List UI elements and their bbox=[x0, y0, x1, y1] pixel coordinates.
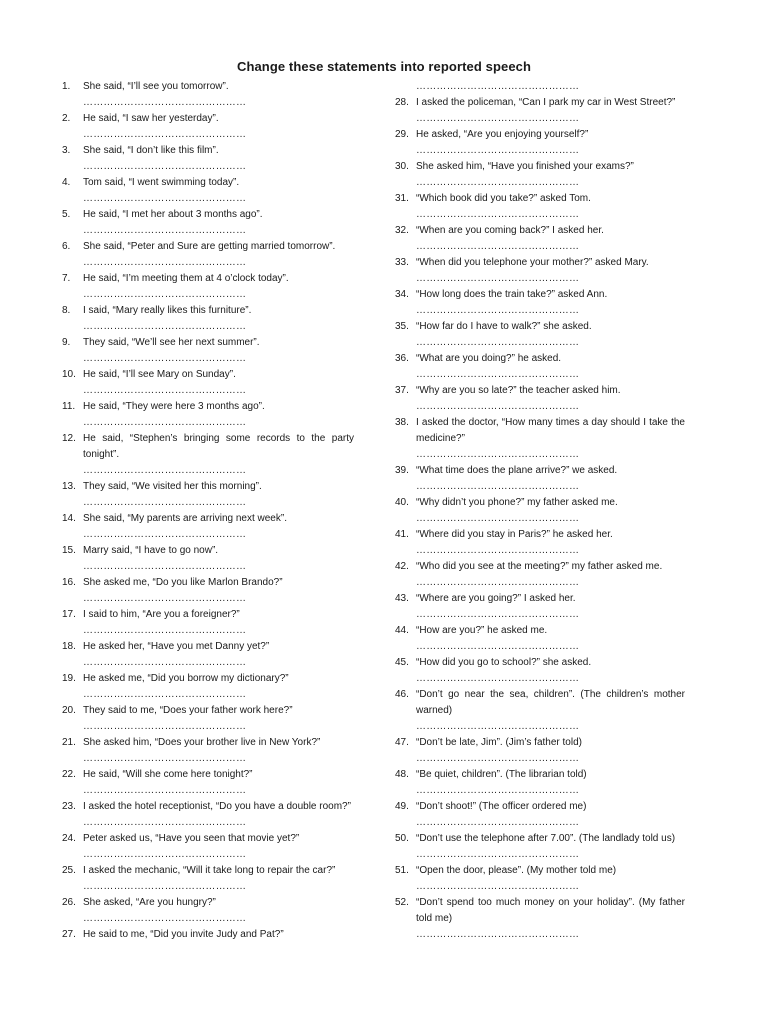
question-item bbox=[62, 735, 354, 767]
question-number: 31. bbox=[395, 193, 409, 204]
answer-line: ………………………………………… bbox=[416, 113, 580, 124]
question-text: He said, “Stephen’s bringing some records to the party tonight”. bbox=[83, 433, 354, 460]
question-number: 7. bbox=[62, 273, 71, 284]
question-body bbox=[416, 655, 685, 687]
question-body bbox=[416, 383, 685, 415]
question-text: Peter asked us, “Have you seen that movie yet?” bbox=[83, 833, 300, 844]
question-item bbox=[62, 671, 354, 703]
question-item bbox=[62, 767, 354, 799]
question-number: 38. bbox=[395, 417, 409, 428]
question-item bbox=[62, 207, 354, 239]
question-item bbox=[395, 863, 685, 895]
question-text: He asked her, “Have you met Danny yet?” bbox=[83, 641, 270, 652]
question-item bbox=[395, 159, 685, 191]
question-number: 23. bbox=[62, 801, 76, 812]
answer-line: ………………………………………… bbox=[83, 417, 247, 428]
question-body bbox=[83, 927, 354, 943]
answer-line: ………………………………………… bbox=[83, 257, 247, 268]
answer-line: ………………………………………… bbox=[416, 849, 580, 860]
question-number: 44. bbox=[395, 625, 409, 636]
question-number: 26. bbox=[62, 897, 76, 908]
question-text: “Where did you stay in Paris?” he asked her. bbox=[416, 529, 613, 540]
question-item bbox=[62, 367, 354, 399]
answer-line: ………………………………………… bbox=[83, 321, 247, 332]
question-number: 25. bbox=[62, 865, 76, 876]
question-number: 27. bbox=[62, 929, 76, 940]
question-number: 13. bbox=[62, 481, 76, 492]
question-item bbox=[395, 559, 685, 591]
question-body bbox=[83, 239, 354, 271]
question-body bbox=[83, 799, 354, 831]
question-item bbox=[62, 575, 354, 607]
question-item bbox=[395, 95, 685, 127]
answer-line: ………………………………………… bbox=[416, 481, 580, 492]
answer-line: ………………………………………… bbox=[83, 657, 247, 668]
question-body bbox=[416, 591, 685, 623]
question-body bbox=[416, 527, 685, 559]
question-text: “Why didn’t you phone?” my father asked me. bbox=[416, 497, 618, 508]
question-body bbox=[83, 895, 354, 927]
question-body bbox=[83, 607, 354, 639]
question-text: “Why are you so late?” the teacher asked him. bbox=[416, 385, 621, 396]
question-number: 19. bbox=[62, 673, 76, 684]
question-number: 17. bbox=[62, 609, 76, 620]
question-body bbox=[83, 831, 354, 863]
question-item bbox=[395, 687, 685, 735]
question-body bbox=[416, 287, 685, 319]
question-text: He said to me, “Did you invite Judy and Pat?” bbox=[83, 929, 284, 940]
question-number: 5. bbox=[62, 209, 71, 220]
question-body bbox=[416, 687, 685, 735]
question-text: She said, “Peter and Sure are getting married tomorrow”. bbox=[83, 241, 336, 252]
question-item bbox=[62, 271, 354, 303]
question-item bbox=[62, 511, 354, 543]
answer-line: ………………………………………… bbox=[83, 817, 247, 828]
question-number: 45. bbox=[395, 657, 409, 668]
question-body bbox=[416, 319, 685, 351]
question-body bbox=[416, 95, 685, 127]
question-item bbox=[395, 319, 685, 351]
question-number: 15. bbox=[62, 545, 76, 556]
question-text: “Don’t shoot!” (The officer ordered me) bbox=[416, 801, 587, 812]
answer-line: ………………………………………… bbox=[83, 753, 247, 764]
question-number: 1. bbox=[62, 81, 71, 92]
answer-line-27: ………………………………………… bbox=[416, 81, 580, 92]
answer-line: ………………………………………… bbox=[83, 225, 247, 236]
question-text: They said, “We’ll see her next summer”. bbox=[83, 337, 260, 348]
question-number: 42. bbox=[395, 561, 409, 572]
question-body bbox=[83, 111, 354, 143]
question-item bbox=[62, 799, 354, 831]
question-number: 8. bbox=[62, 305, 71, 316]
question-body bbox=[416, 735, 685, 767]
question-body bbox=[83, 175, 354, 207]
question-item bbox=[395, 767, 685, 799]
answer-line: ………………………………………… bbox=[416, 209, 580, 220]
question-number: 52. bbox=[395, 897, 409, 908]
question-number: 12. bbox=[62, 433, 76, 444]
question-text: “How are you?” he asked me. bbox=[416, 625, 548, 636]
question-body bbox=[416, 415, 685, 463]
question-body bbox=[83, 543, 354, 575]
question-body bbox=[83, 703, 354, 735]
question-number: 6. bbox=[62, 241, 71, 252]
question-text: He asked me, “Did you borrow my dictionary?” bbox=[83, 673, 289, 684]
question-item bbox=[395, 191, 685, 223]
question-number: 10. bbox=[62, 369, 76, 380]
question-number: 47. bbox=[395, 737, 409, 748]
answer-line: ………………………………………… bbox=[416, 673, 580, 684]
question-number: 30. bbox=[395, 161, 409, 172]
answer-line: ………………………………………… bbox=[83, 689, 247, 700]
question-text: She said, “I’ll see you tomorrow”. bbox=[83, 81, 229, 92]
question-body bbox=[416, 623, 685, 655]
question-text: I asked the doctor, “How many times a day should I take the medicine?” bbox=[416, 417, 685, 444]
question-number: 51. bbox=[395, 865, 409, 876]
question-number: 32. bbox=[395, 225, 409, 236]
question-text: “How far do I have to walk?” she asked. bbox=[416, 321, 592, 332]
answer-line: ………………………………………… bbox=[83, 465, 247, 476]
answer-line: ………………………………………… bbox=[83, 529, 247, 540]
answer-line: ………………………………………… bbox=[416, 337, 580, 348]
question-text: “Don’t go near the sea, children”. (The children’s mother warned) bbox=[416, 689, 685, 716]
answer-line: ………………………………………… bbox=[416, 545, 580, 556]
question-item bbox=[395, 463, 685, 495]
question-body bbox=[83, 575, 354, 607]
question-body bbox=[83, 303, 354, 335]
answer-line: ………………………………………… bbox=[83, 97, 247, 108]
question-body bbox=[83, 79, 354, 111]
answer-line: ………………………………………… bbox=[416, 881, 580, 892]
question-number: 39. bbox=[395, 465, 409, 476]
question-text: I said to him, “Are you a foreigner?” bbox=[83, 609, 240, 620]
question-text: “Where are you going?” I asked her. bbox=[416, 593, 576, 604]
question-number: 4. bbox=[62, 177, 71, 188]
question-text: I asked the policeman, “Can I park my car in West Street?” bbox=[416, 97, 676, 108]
question-body bbox=[416, 191, 685, 223]
answer-line: ………………………………………… bbox=[416, 641, 580, 652]
question-text: I said, “Mary really likes this furniture”. bbox=[83, 305, 252, 316]
question-body bbox=[416, 255, 685, 287]
question-text: She said, “I don’t like this film”. bbox=[83, 145, 219, 156]
question-text: She asked him, “Does your brother live in New York?” bbox=[83, 737, 321, 748]
question-item bbox=[395, 895, 685, 943]
question-text: He said, “I saw her yesterday”. bbox=[83, 113, 219, 124]
question-item bbox=[62, 335, 354, 367]
answer-line: ………………………………………… bbox=[83, 193, 247, 204]
question-body bbox=[416, 799, 685, 831]
question-text: They said to me, “Does your father work here?” bbox=[83, 705, 293, 716]
question-body bbox=[83, 767, 354, 799]
answer-line: ………………………………………… bbox=[83, 161, 247, 172]
question-item bbox=[395, 655, 685, 687]
question-item bbox=[62, 543, 354, 575]
question-text: He said, “They were here 3 months ago”. bbox=[83, 401, 265, 412]
answer-line: ………………………………………… bbox=[416, 369, 580, 380]
question-item bbox=[62, 863, 354, 895]
question-body bbox=[83, 431, 354, 479]
question-text: “Don’t be late, Jim”. (Jim’s father told) bbox=[416, 737, 582, 748]
question-item bbox=[62, 303, 354, 335]
question-item bbox=[62, 79, 354, 111]
question-text: “What time does the plane arrive?” we asked. bbox=[416, 465, 618, 476]
question-number: 2. bbox=[62, 113, 71, 124]
question-body bbox=[416, 351, 685, 383]
question-text: I asked the mechanic, “Will it take long to repair the car?” bbox=[83, 865, 336, 876]
question-item bbox=[395, 527, 685, 559]
question-body bbox=[83, 735, 354, 767]
question-number: 9. bbox=[62, 337, 71, 348]
question-number: 24. bbox=[62, 833, 76, 844]
question-number: 11. bbox=[62, 401, 76, 412]
question-number: 33. bbox=[395, 257, 409, 268]
question-text: They said, “We visited her this morning”. bbox=[83, 481, 262, 492]
question-body bbox=[416, 895, 685, 943]
answer-line: ………………………………………… bbox=[83, 289, 247, 300]
question-number: 46. bbox=[395, 689, 409, 700]
question-number: 29. bbox=[395, 129, 409, 140]
question-body bbox=[83, 479, 354, 511]
question-text: Marry said, “I have to go now”. bbox=[83, 545, 219, 556]
answer-line: ………………………………………… bbox=[83, 385, 247, 396]
question-item bbox=[62, 479, 354, 511]
question-text: She asked him, “Have you finished your exams?” bbox=[416, 161, 634, 172]
question-body bbox=[83, 335, 354, 367]
question-number: 50. bbox=[395, 833, 409, 844]
question-item bbox=[395, 623, 685, 655]
question-body bbox=[83, 367, 354, 399]
question-body bbox=[83, 143, 354, 175]
question-text: “When are you coming back?” I asked her. bbox=[416, 225, 604, 236]
question-item bbox=[395, 127, 685, 159]
question-item bbox=[62, 831, 354, 863]
answer-line: ………………………………………… bbox=[416, 721, 580, 732]
question-body bbox=[83, 511, 354, 543]
question-body bbox=[83, 863, 354, 895]
question-body bbox=[416, 495, 685, 527]
question-item bbox=[62, 703, 354, 735]
question-number: 37. bbox=[395, 385, 409, 396]
question-item bbox=[62, 143, 354, 175]
answer-line: ………………………………………… bbox=[416, 609, 580, 620]
answer-line: ………………………………………… bbox=[416, 929, 580, 940]
question-item bbox=[395, 831, 685, 863]
question-item bbox=[395, 591, 685, 623]
question-body bbox=[416, 159, 685, 191]
answer-line: ………………………………………… bbox=[83, 497, 247, 508]
question-body bbox=[83, 399, 354, 431]
question-number: 35. bbox=[395, 321, 409, 332]
answer-line: ………………………………………… bbox=[416, 305, 580, 316]
question-item bbox=[62, 607, 354, 639]
question-text: He asked, “Are you enjoying yourself?” bbox=[416, 129, 589, 140]
answer-line: ………………………………………… bbox=[416, 241, 580, 252]
question-item bbox=[395, 735, 685, 767]
question-number: 36. bbox=[395, 353, 409, 364]
question-text: Tom said, “I went swimming today”. bbox=[83, 177, 240, 188]
question-item bbox=[62, 639, 354, 671]
question-body bbox=[83, 671, 354, 703]
question-body bbox=[416, 463, 685, 495]
right-column bbox=[395, 79, 685, 943]
answer-line: ………………………………………… bbox=[416, 177, 580, 188]
answer-line: ………………………………………… bbox=[416, 785, 580, 796]
question-body bbox=[83, 271, 354, 303]
question-text: “Be quiet, children”. (The librarian told) bbox=[416, 769, 587, 780]
answer-line: ………………………………………… bbox=[83, 129, 247, 140]
question-text: “Don’t use the telephone after 7.00”. (The landlady told us) bbox=[416, 833, 676, 844]
question-item bbox=[395, 255, 685, 287]
answer-line: ………………………………………… bbox=[83, 913, 247, 924]
question-text: I asked the hotel receptionist, “Do you have a double room?” bbox=[83, 801, 351, 812]
answer-line: ………………………………………… bbox=[83, 561, 247, 572]
question-number: 22. bbox=[62, 769, 76, 780]
answer-line: ………………………………………… bbox=[416, 401, 580, 412]
question-item bbox=[62, 927, 354, 943]
question-body bbox=[83, 639, 354, 671]
left-column bbox=[62, 79, 354, 943]
question-number: 20. bbox=[62, 705, 76, 716]
answer-line: ………………………………………… bbox=[416, 577, 580, 588]
question-text: “Open the door, please”. (My mother told me) bbox=[416, 865, 617, 876]
question-body bbox=[416, 863, 685, 895]
answer-line: ………………………………………… bbox=[416, 449, 580, 460]
question-text: She asked me, “Do you like Marlon Brando?” bbox=[83, 577, 283, 588]
question-number: 48. bbox=[395, 769, 409, 780]
answer-line: ………………………………………… bbox=[83, 625, 247, 636]
answer-line: ………………………………………… bbox=[416, 273, 580, 284]
question-number: 16. bbox=[62, 577, 76, 588]
question-body bbox=[83, 207, 354, 239]
answer-line: ………………………………………… bbox=[416, 753, 580, 764]
question-number: 21. bbox=[62, 737, 76, 748]
question-body bbox=[416, 831, 685, 863]
answer-line: ………………………………………… bbox=[83, 881, 247, 892]
question-number: 18. bbox=[62, 641, 76, 652]
worksheet-title: Change these statements into reported speech bbox=[236, 59, 532, 74]
question-text: “When did you telephone your mother?” asked Mary. bbox=[416, 257, 649, 268]
question-text: He said, “I’ll see Mary on Sunday”. bbox=[83, 369, 236, 380]
question-body bbox=[416, 559, 685, 591]
answer-line: ………………………………………… bbox=[83, 353, 247, 364]
answer-line: ………………………………………… bbox=[83, 721, 247, 732]
question-item bbox=[395, 383, 685, 415]
question-text: “Who did you see at the meeting?” my father asked me. bbox=[416, 561, 663, 572]
question-text: “Don’t spend too much money on your holiday”. (My father told me) bbox=[416, 897, 685, 924]
question-number: 49. bbox=[395, 801, 409, 812]
answer-line: ………………………………………… bbox=[83, 593, 247, 604]
question-body bbox=[416, 127, 685, 159]
question-number: 34. bbox=[395, 289, 409, 300]
question-number: 40. bbox=[395, 497, 409, 508]
question-item bbox=[395, 799, 685, 831]
question-item bbox=[395, 287, 685, 319]
question-item bbox=[62, 239, 354, 271]
question-number: 28. bbox=[395, 97, 409, 108]
question-item bbox=[395, 495, 685, 527]
question-text: “What are you doing?” he asked. bbox=[416, 353, 562, 364]
question-body bbox=[416, 767, 685, 799]
question-number: 43. bbox=[395, 593, 409, 604]
question-text: “How did you go to school?” she asked. bbox=[416, 657, 592, 668]
question-item bbox=[395, 223, 685, 255]
question-number: 14. bbox=[62, 513, 76, 524]
answer-line: ………………………………………… bbox=[416, 145, 580, 156]
question-text: He said, “Will she come here tonight?” bbox=[83, 769, 253, 780]
question-text: She asked, “Are you hungry?” bbox=[83, 897, 216, 908]
question-number: 3. bbox=[62, 145, 71, 156]
answer-line: ………………………………………… bbox=[416, 513, 580, 524]
question-item bbox=[395, 351, 685, 383]
question-text: She said, “My parents are arriving next week”. bbox=[83, 513, 287, 524]
question-text: He said, “I met her about 3 months ago”. bbox=[83, 209, 263, 220]
answer-line: ………………………………………… bbox=[416, 817, 580, 828]
question-text: He said, “I’m meeting them at 4 o’clock today”. bbox=[83, 273, 289, 284]
question-body bbox=[416, 223, 685, 255]
question-text: “How long does the train take?” asked Ann. bbox=[416, 289, 608, 300]
answer-line: ………………………………………… bbox=[83, 785, 247, 796]
question-item bbox=[62, 431, 354, 479]
answer-line: ………………………………………… bbox=[83, 849, 247, 860]
question-number: 41. bbox=[395, 529, 409, 540]
question-item bbox=[62, 399, 354, 431]
question-item bbox=[62, 111, 354, 143]
question-item bbox=[62, 895, 354, 927]
question-text: “Which book did you take?” asked Tom. bbox=[416, 193, 591, 204]
question-item bbox=[395, 415, 685, 463]
question-item bbox=[62, 175, 354, 207]
